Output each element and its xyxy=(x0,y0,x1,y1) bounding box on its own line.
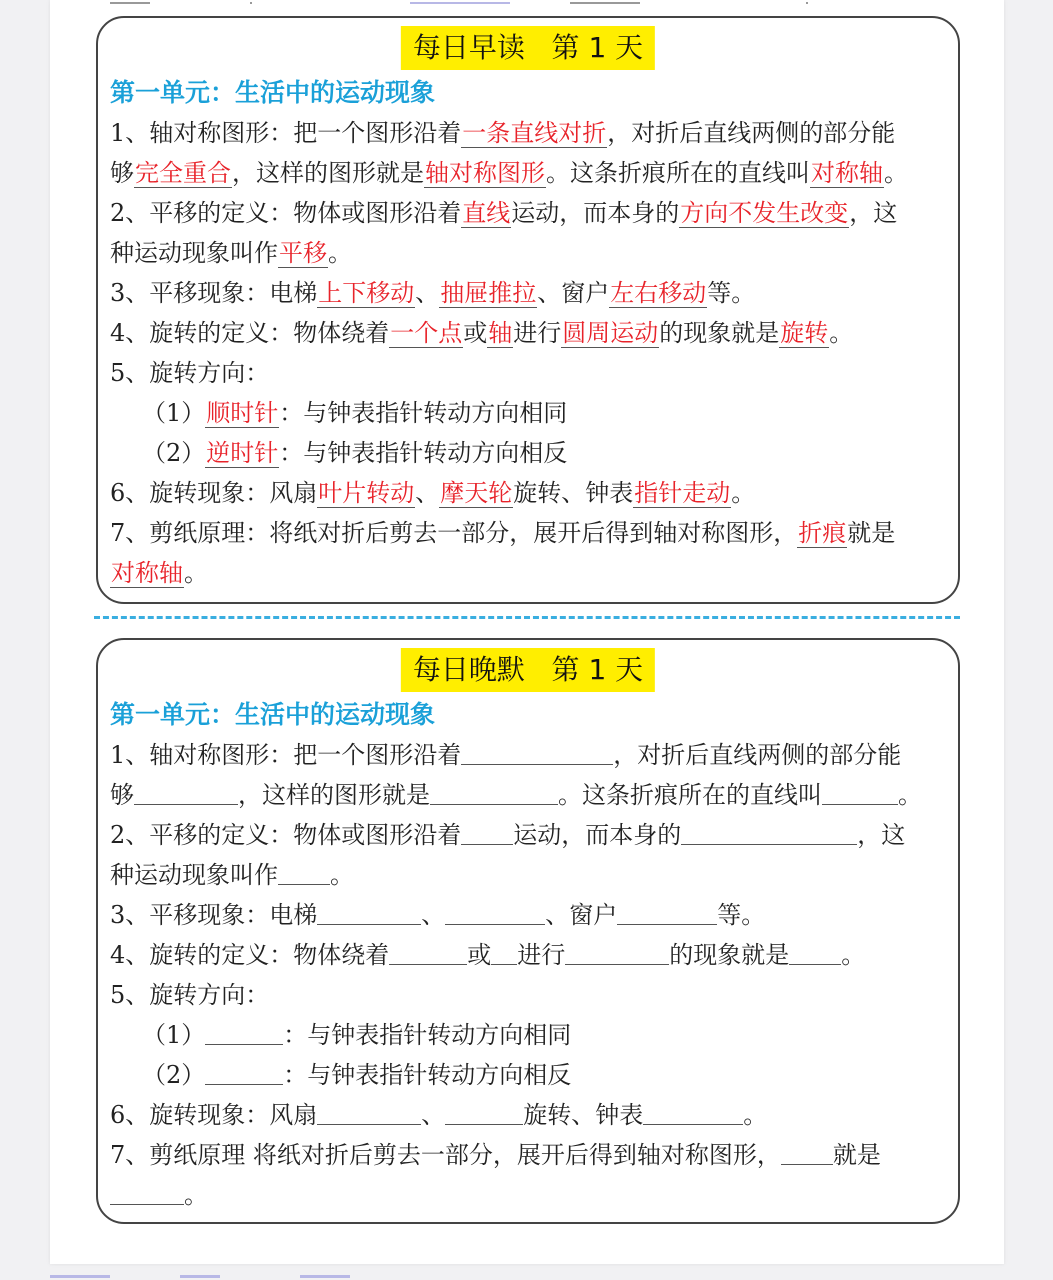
answer-text: 逆时针 xyxy=(206,439,279,467)
fill-blank[interactable] xyxy=(617,898,717,925)
fill-blank[interactable] xyxy=(389,938,467,965)
answer-text: 折痕 xyxy=(798,519,847,547)
answer-text: 对称轴 xyxy=(811,159,883,187)
fill-blank[interactable] xyxy=(134,778,238,805)
fill-blank[interactable] xyxy=(461,738,613,765)
item-7-line-1: 7、剪纸原理：将纸对折后剪去一部分，展开后得到轴对称图形，折痕就是 xyxy=(110,519,896,547)
item-6: 6、旋转现象：风扇 、 旋转、钟表 。 xyxy=(110,1098,946,1132)
item-2-line-2: 种运动现象叫作 。 xyxy=(110,858,946,892)
item-5: 5、旋转方向： xyxy=(110,359,270,387)
answer-text: 摩天轮 xyxy=(440,479,513,507)
answer-text: 平移 xyxy=(279,239,327,267)
unit-title: 第一单元：生活中的运动现象 xyxy=(110,700,436,729)
answer-text: 左右移动 xyxy=(610,279,707,307)
answer-text: 直线 xyxy=(462,199,511,227)
answer-text: 完全重合 xyxy=(135,159,231,187)
card-title: 每日晚默 第 1 天 xyxy=(401,648,655,692)
answer-text: 圆周运动 xyxy=(562,319,659,347)
item-7-line-1: 7、剪纸原理 将纸对折后剪去一部分，展开后得到轴对称图形， 就是 xyxy=(110,1138,946,1172)
item-4: 4、旋转的定义：物体绕着一个点或轴进行圆周运动的现象就是旋转。 xyxy=(110,319,854,347)
item-5-sub-1: （1）顺时针：与钟表指针转动方向相同 xyxy=(142,399,568,427)
item-6: 6、旋转现象：风扇叶片转动、摩天轮旋转、钟表指针走动。 xyxy=(110,479,756,507)
answer-text: 轴 xyxy=(488,319,513,347)
item-7-line-2: 。 xyxy=(110,1178,946,1212)
item-1-line-1: 1、轴对称图形：把一个图形沿着 ，对折后直线两侧的部分能 xyxy=(110,738,946,772)
fill-blank[interactable] xyxy=(781,1138,833,1165)
item-2-line-2: 种运动现象叫作平移。 xyxy=(110,239,352,267)
card-title: 每日早读 第 1 天 xyxy=(401,26,655,70)
item-4: 4、旋转的定义：物体绕着 或 进行 的现象就是 。 xyxy=(110,938,946,972)
fill-blank[interactable] xyxy=(430,778,558,805)
fill-blank[interactable] xyxy=(565,938,669,965)
fill-blank[interactable] xyxy=(205,1018,283,1045)
fill-blank[interactable] xyxy=(278,858,330,885)
item-5: 5、旋转方向： xyxy=(110,981,270,1009)
item-5-sub-1: （1） ：与钟表指针转动方向相同 xyxy=(142,1018,978,1052)
answer-text: 抽屉推拉 xyxy=(440,279,537,307)
fill-blank[interactable] xyxy=(643,1098,743,1125)
item-2-line-1: 2、平移的定义：物体或图形沿着 运动，而本身的 ，这 xyxy=(110,818,946,852)
next-page-edge xyxy=(0,1270,1053,1280)
fill-blank[interactable] xyxy=(445,898,545,925)
item-1-line-2: 够 ，这样的图形就是 。这条折痕所在的直线叫 。 xyxy=(110,778,946,812)
fill-blank[interactable] xyxy=(110,1178,184,1205)
dashed-divider xyxy=(94,616,960,619)
item-1-line-1: 1、轴对称图形：把一个图形沿着一条直线对折，对折后直线两侧的部分能 xyxy=(110,119,896,147)
answer-text: 一个点 xyxy=(390,319,463,347)
fill-blank[interactable] xyxy=(317,1098,421,1125)
fill-blank[interactable] xyxy=(822,778,898,805)
item-2-line-1: 2、平移的定义：物体或图形沿着直线运动，而本身的方向不发生改变，这 xyxy=(110,199,898,227)
item-1-line-2: 够完全重合，这样的图形就是轴对称图形。这条折痕所在的直线叫对称轴。 xyxy=(110,159,908,187)
answer-text: 对称轴 xyxy=(111,559,183,587)
answer-text: 方向不发生改变 xyxy=(680,199,849,227)
fill-blank[interactable] xyxy=(681,818,857,845)
answer-text: 上下移动 xyxy=(318,279,415,307)
fill-blank[interactable] xyxy=(461,818,513,845)
morning-reading-card xyxy=(96,16,960,604)
fill-blank[interactable] xyxy=(445,1098,523,1125)
previous-page-edge xyxy=(50,0,1004,10)
fill-blank[interactable] xyxy=(317,898,421,925)
item-5-sub-2: （2）逆时针：与钟表指针转动方向相反 xyxy=(142,439,568,467)
answer-text: 顺时针 xyxy=(206,399,279,427)
fill-blank[interactable] xyxy=(205,1058,283,1085)
document-page xyxy=(50,0,1004,1264)
fill-blank[interactable] xyxy=(491,938,517,965)
answer-text: 一条直线对折 xyxy=(462,119,607,147)
answer-text: 轴对称图形 xyxy=(425,159,545,187)
item-3: 3、平移现象：电梯上下移动、抽屉推拉、窗户左右移动等。 xyxy=(110,279,756,307)
unit-title: 第一单元：生活中的运动现象 xyxy=(110,78,436,107)
answer-text: 叶片转动 xyxy=(318,479,415,507)
evening-recall-card xyxy=(96,638,960,1224)
answer-text: 旋转 xyxy=(780,319,829,347)
answer-text: 指针走动 xyxy=(634,479,731,507)
item-5-sub-2: （2） ：与钟表指针转动方向相反 xyxy=(142,1058,978,1092)
item-7-line-2: 对称轴。 xyxy=(111,559,208,587)
fill-blank[interactable] xyxy=(789,938,841,965)
item-3: 3、平移现象：电梯 、 、窗户 等。 xyxy=(110,898,946,932)
